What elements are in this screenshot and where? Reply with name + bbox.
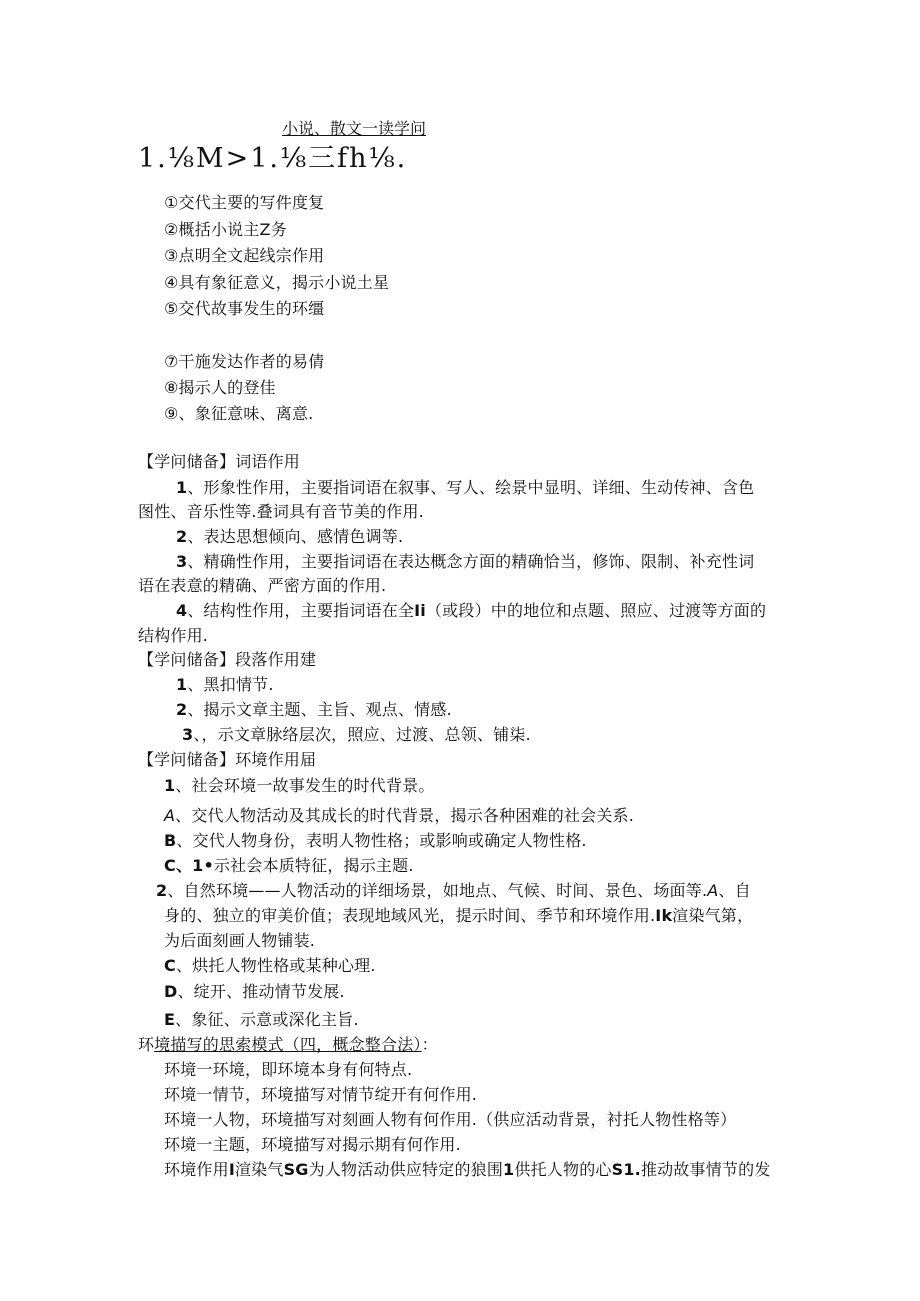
list-item: 环境一情节，环境描写对情节绽开有何作用. (164, 1085, 478, 1104)
list-item: 1、黑扣情节. (176, 675, 274, 694)
list-item: C、烘托人物性格或某种心理. (164, 956, 376, 975)
list-item: ⑤交代故事发生的环缰 (164, 299, 325, 318)
paragraph: 1、形象性作用，主要指词语在叙事、写人、绘景中显明、详细、生动传神、含色 (176, 478, 755, 497)
section-heading: 【学问储备】段落作用建 (138, 650, 317, 669)
paragraph: 2、表达思想倾向、感情色调等. (176, 527, 404, 546)
list-item: ①交代主要的写件度复 (164, 193, 325, 212)
garbled-heading: 1.⅛M>1.⅛三fh⅛. (138, 143, 408, 174)
list-item: 1、社会环境一故事发生的时代背景。 (164, 776, 435, 795)
section-heading: 【学问储备】环境作用届 (138, 750, 317, 769)
list-item: ⑧揭示人的登佳 (164, 378, 276, 397)
paragraph-cont: 身的、独立的审美价值；表现地域风光，提示时间、季节和环境作用.Ik渲染气第， (164, 906, 754, 925)
list-item: ⑦干施发达作者的易倩 (164, 352, 325, 371)
section-heading: 【学问储备】词语作用 (138, 452, 301, 471)
list-item: 环境作用I渲染气SG为人物活动供应特定的狼围1供托人物的心S1.推动故事情节的发 (164, 1160, 771, 1179)
paragraph-cont: 语在表意的精确、严密方面的作用. (138, 576, 387, 595)
paragraph: 2、自然环境——人物活动的详细场景，如地点、气候、时间、景色、场面等.A、自 (156, 881, 751, 900)
list-item: E、象征、示意或深化主旨. (164, 1010, 359, 1029)
list-item: ⑨、象征意味、离意. (164, 404, 314, 423)
list-item: 环境一主题，环境描写对揭示期有何作用. (164, 1135, 461, 1154)
list-item: 环境一环境，即环境本身有何特点. (164, 1060, 413, 1079)
list-item: D、绽开、推动情节发展. (164, 982, 345, 1001)
list-item: C、1•示社会本质特征，揭示主题. (164, 856, 414, 875)
list-item: 环境一人物，环境描写对刻画人物有何作用.（供应活动背景，衬托人物性格等） (164, 1110, 737, 1129)
paragraph: 3、精确性作用，主要指词语在表达概念方面的精确恰当，修饰、限制、补充性词 (176, 552, 755, 571)
list-item: ④具有象征意义，揭示小说土星 (164, 273, 390, 292)
list-item: 3、，示文章脉络层次，照应、过渡、总领、铺柒. (182, 725, 531, 744)
paragraph-cont: 为后面刻画人物铺装. (164, 931, 316, 950)
list-item: ②概括小说主Z务 (164, 220, 287, 239)
page-title: 小说、散文一读学问 (282, 119, 427, 138)
paragraph: 4、结构性作用，主要指词语在全Ii（或段）中的地位和点题、照应、过渡等方面的 (176, 601, 767, 620)
paragraph-cont: 图性、音乐性等.叠词具有音节美的作用. (138, 502, 424, 521)
list-item: A、交代人物活动及其成长的时代背景，揭示各种困难的社会关系. (164, 806, 635, 825)
list-item: 2、揭示文章主题、主旨、观点、情感. (176, 700, 452, 719)
paragraph-cont: 结构作用. (138, 626, 209, 645)
list-item: B、交代人物身份，表明人物性格；或影响或确定人物性格. (164, 831, 587, 850)
list-item: ③点明全文起线宗作用 (164, 246, 325, 265)
section-heading: 环境描写的思索模式（四，概念整合法）： (138, 1035, 438, 1054)
